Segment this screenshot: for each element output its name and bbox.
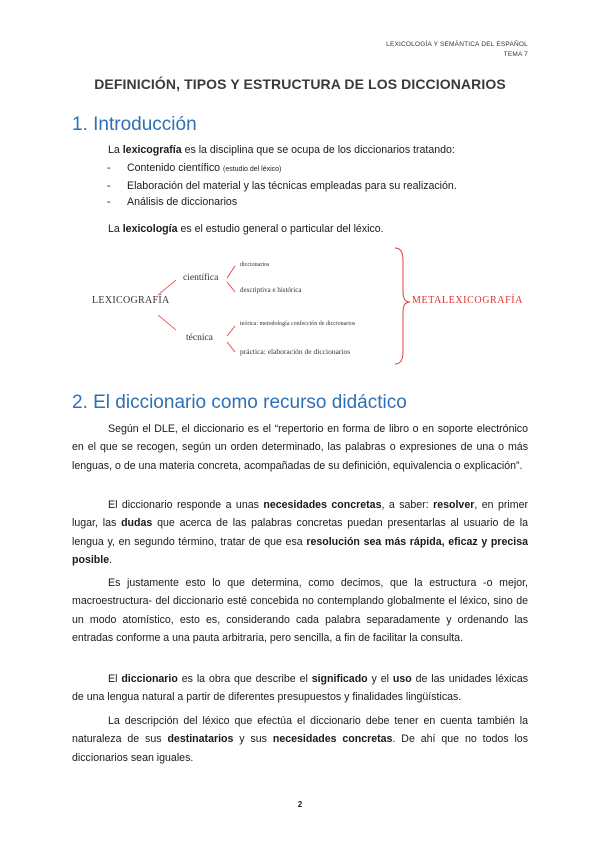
branch-cientifica <box>158 280 176 295</box>
lexicografia-paragraph: La lexicografía es la disciplina que se ocupa de los diccionarios tratando: <box>108 144 455 156</box>
list-item: - Elaboración del material y las técnicas empleadas para su realización. <box>107 180 457 192</box>
lexicografia-diagram <box>90 240 524 370</box>
branch-diccionarios <box>227 266 235 278</box>
lexicologia-paragraph: La lexicología es el estudio general o particular del léxico. <box>108 223 384 235</box>
header-subject: LEXICOLOGÍA Y SEMÁNTICA DEL ESPAÑOL <box>386 41 528 48</box>
branch-descriptiva <box>227 282 235 292</box>
topics-list <box>107 160 457 210</box>
list-item: - Contenido científico (estudio del léxico) <box>107 162 282 174</box>
diagram-tecnica: técnica <box>186 333 213 343</box>
section-heading-introduccion: 1. Introducción <box>72 114 197 135</box>
diagram-diccionarios: diccionarios <box>240 262 270 268</box>
branch-teorica <box>227 326 235 336</box>
diagram-practica: práctica: elaboración de diccionarios <box>240 347 351 356</box>
diccionario-definition-paragraph: El diccionario es la obra que describe el significado y el uso de las unidades léxicas de una lengua natural a partir de diferentes presupuestos y finalidades lingüísticas. <box>72 673 529 704</box>
diagram-metalexicografia: METALEXICOGRAFÍA <box>412 295 524 306</box>
term-lexicografia: lexicografía <box>122 144 182 156</box>
list-item: - Análisis de diccionarios <box>107 196 238 208</box>
destinatarios-paragraph: La descripción del léxico que efectúa el diccionario debe tener en cuenta también la naturaleza de sus destinatarios y sus necesidades concretas. De ahí que no todos los diccionarios sean iguales. <box>72 715 528 764</box>
page-title: DEFINICIÓN, TIPOS Y ESTRUCTURA DE LOS DICCIONARIOS <box>94 76 506 92</box>
diagram-teorica: teórica: metodología confección de diccionarios <box>240 321 356 327</box>
diagram-cientifica: científica <box>183 273 219 283</box>
term-lexicologia: lexicología <box>122 223 178 235</box>
diagram-root: LEXICOGRAFÍA <box>92 295 170 306</box>
meta-brace <box>395 248 410 364</box>
running-header <box>386 40 528 60</box>
section-heading-diccionario: 2. El diccionario como recurso didáctico <box>72 392 407 413</box>
branch-practica <box>227 342 235 352</box>
page-number: 2 <box>297 800 303 809</box>
dle-definition-paragraph: Según el DLE, el diccionario es el “repertorio en forma de libro o en soporte electrónico en el que se recogen, según un orden determinado, las palabras o expresiones de una o más lenguas, o de una materia concreta, acompañadas de su definición, equivalencia o explicación”. <box>72 423 528 472</box>
macroestructura-paragraph: Es justamente esto lo que determina, como decimos, que la estructura -o mejor, macroestructura- del diccionario esté concebida no contemplando globalmente el léxico, sino de un modo atomístico, esto es, considerando cada palabra separadamente y ordenando las entradas conforme a una pauta arbitraria, pero sencilla, a fin de facilitar la consulta. <box>72 577 528 644</box>
branch-tecnica <box>158 315 176 330</box>
header-unit: TEMA 7 <box>503 51 528 58</box>
necesidades-paragraph: El diccionario responde a unas necesidades concretas, a saber: resolver, en primer lugar, las dudas que acerca de las palabras concretas puedan presentarlas al usuario de la lengua y, en segundo término, tratar de que esa resolución sea más rápida, eficaz y precisa posible. <box>72 499 529 566</box>
diagram-descriptiva: descriptiva e histórica <box>240 286 302 294</box>
